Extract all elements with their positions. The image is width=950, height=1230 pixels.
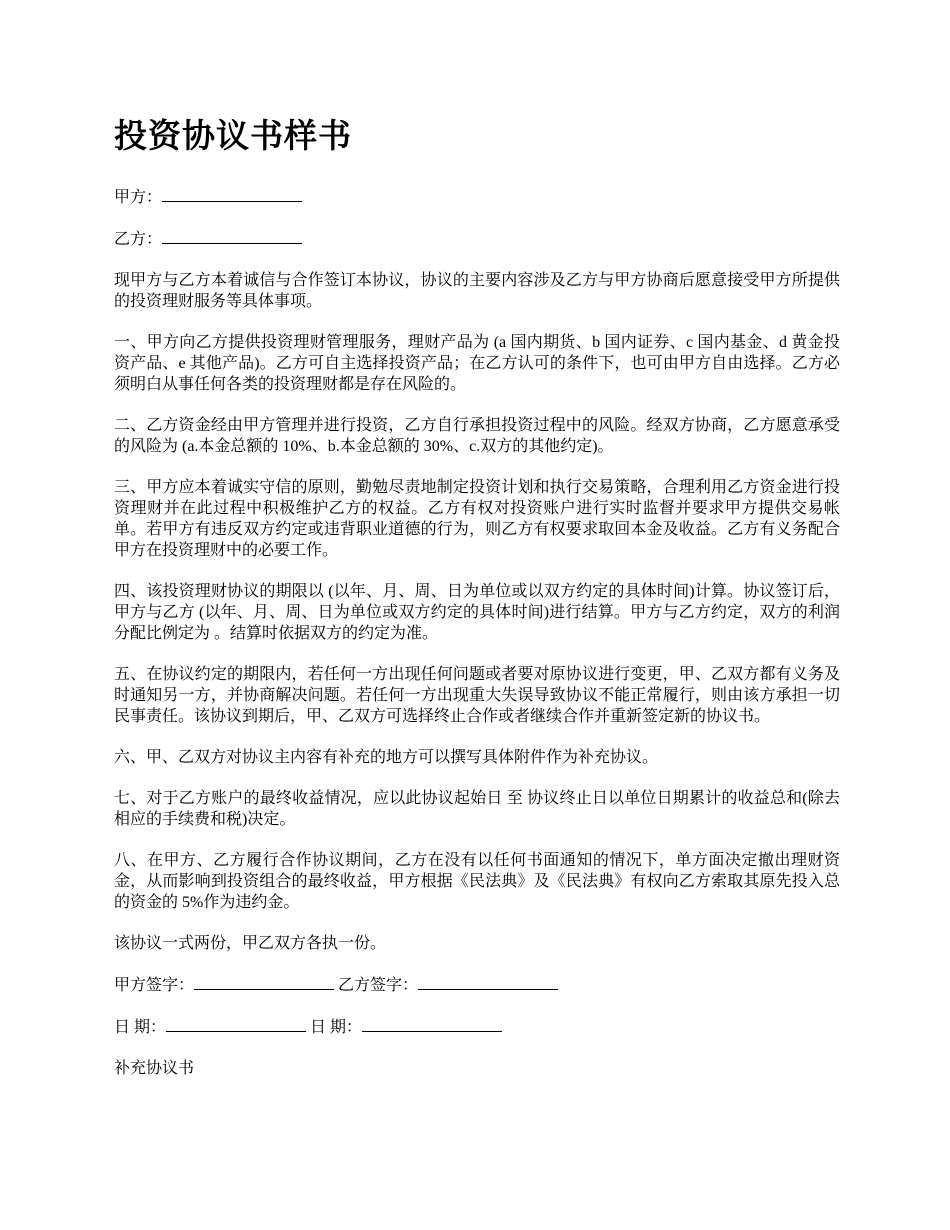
paragraph-clause-4: 四、该投资理财协议的期限以 (以年、月、周、日为单位或以双方约定的具体时间)计算。协议签订后，甲方与乙方 (以年、月、周、日为单位或双方约定的具体时间)进行结算。甲方与乙方约定，双方的利润分配比例定为 。结算时依据双方的约定为准。 [114,583,840,642]
paragraph-clause-7: 七、对于乙方账户的最终收益情况，应以此协议起始日 至 协议终止日以单位日期累计的收益总和(除去相应的手续费和税)决定。 [114,790,840,828]
paragraph-clause-2: 二、乙方资金经由甲方管理并进行投资，乙方自行承担投资过程中的风险。经双方协商，乙方愿意承受的风险为 (a.本金总额的 10%、b.本金总额的 30%、c.双方的其他约定)。 [114,417,840,455]
paragraph-clause-5: 五、在协议约定的期限内，若任何一方出现任何问题或者要对原协议进行变更，甲、乙双方都有义务及时通知另一方，并协商解决问题。若任何一方出现重大失误导致协议不能正常履行，则由该方承担一切民事责任。该协议到期后，甲、乙双方可选择终止合作或者继续合作并重新签定新的协议书。 [114,666,840,725]
paragraph-clause-3: 三、甲方应本着诚实守信的原则，勤勉尽责地制定投资计划和执行交易策略，合理利用乙方资金进行投资理财并在此过程中积极维护乙方的权益。乙方有权对投资账户进行实时监督并要求甲方提供交易帐单。若甲方有违反双方约定或违背职业道德的行为，则乙方有权要求取回本金及收益。乙方有义务配合甲方在投资理财中的必要工作。 [114,479,840,559]
date-b-label: 日 期： [310,1019,363,1036]
paragraph-copies: 该协议一式两份，甲乙双方各执一份。 [114,935,387,952]
sign-a-label: 甲方签字： [114,977,195,994]
paragraph-clause-6: 六、甲、乙双方对协议主内容有补充的地方可以撰写具体附件作为补充协议。 [114,749,659,766]
party-a-line [114,186,840,208]
date-b-blank [362,1016,502,1032]
paragraph-clause-8: 八、在甲方、乙方履行合作协议期间，乙方在没有以任何书面通知的情况下，单方面决定撤出理财资金，从而影响到投资组合的最终收益，甲方根据《民法典》及《民法典》有权向乙方索取其原先投入总的资金的 5%作为违约金。 [114,852,840,911]
paragraph-clause-1: 一、甲方向乙方提供投资理财管理服务，理财产品为 (a 国内期货、b 国内证券、c 国内基金、d 黄金投资产品、e 其他产品)。乙方可自主选择投资产品；在乙方认可的条件下，也可由甲方自由选择。乙方必须明白从事任何各类的投资理财都是存在风险的。 [114,334,840,393]
sign-b-blank [418,974,558,990]
paragraph-intro: 现甲方与乙方本着诚信与合作签订本协议，协议的主要内容涉及乙方与甲方协商后愿意接受甲方所提供的投资理财服务等具体事项。 [114,272,840,310]
footer-heading: 补充协议书 [114,1060,195,1077]
document-title: 投资协议书样书 [114,116,352,155]
party-b-label: 乙方： [114,231,163,248]
date-a-label: 日 期： [114,1019,167,1036]
date-a-blank [166,1016,306,1032]
party-a-label: 甲方： [114,189,163,206]
party-b-blank [162,228,302,244]
sign-b-label: 乙方签字： [338,977,419,994]
sign-a-blank [194,974,334,990]
date-line [114,1016,840,1038]
signature-line [114,974,840,996]
party-a-blank [162,186,302,202]
party-b-line [114,228,840,250]
